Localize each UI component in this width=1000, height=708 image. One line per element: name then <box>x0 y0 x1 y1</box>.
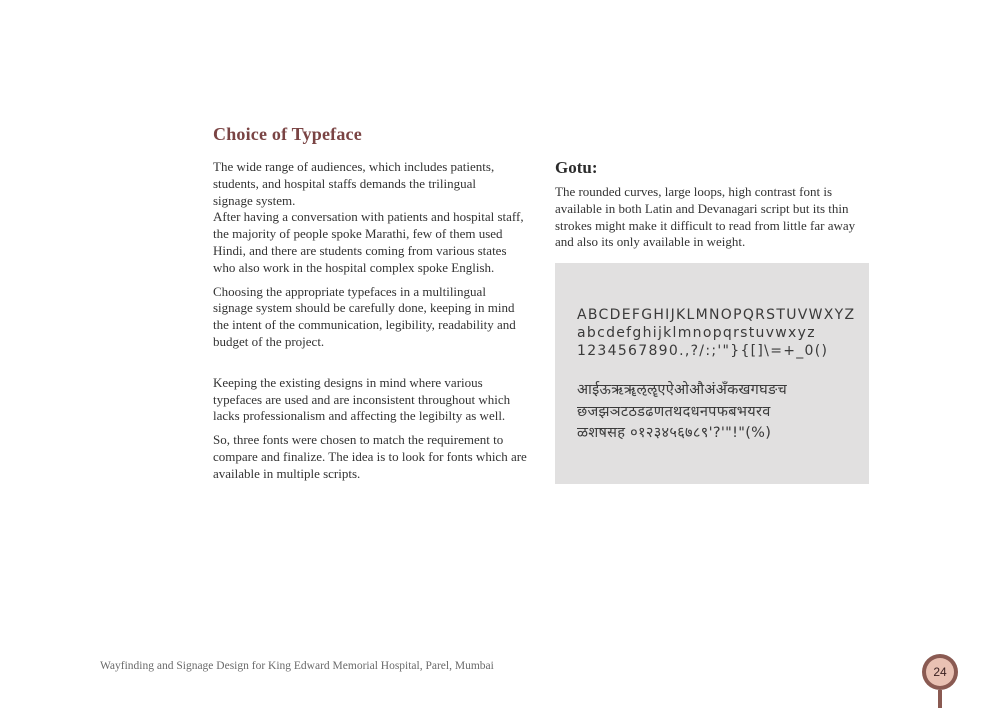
font-specimen-panel <box>555 263 869 484</box>
footer-title: Wayfinding and Signage Design for King Edward Memorial Hospital, Parel, Mumbai <box>100 660 494 672</box>
body-text-column <box>213 159 533 483</box>
paragraph-three-fonts: So, three fonts were chosen to match the requirement to compare and finalize. The idea is to look for fonts which are available in multiple scripts. <box>213 432 527 481</box>
paragraph-audiences: The wide range of audiences, which includes patients, students, and hospital staffs demands the trilingual signage system. After having a conversation with patients and hospital staff, the majority of people spoke Marathi, few of them used Hindi, and there are students coming from various states who also work in the hospital complex spoke English. <box>213 159 524 275</box>
devanagari-specimen: आईऊऋॠऌॡएऐओऔअंअँकखगघङच छजझञटठडढणतथदधनपफबभयरव ळशषसह ०१२३४५६७८९'?'"!"(%) <box>577 382 788 441</box>
font-description-column <box>555 158 870 251</box>
font-description: The rounded curves, large loops, high contrast font is available in both Latin and Devanagari script but its thin strokes might make it difficult to read from little far away and also its only available in weight. <box>555 184 856 250</box>
paragraph-existing-designs: Keeping the existing designs in mind where various typefaces are used and are inconsistent throughout which lacks professionalism and affecting the legibilty as well. <box>213 374 511 424</box>
section-heading: Choice of Typeface <box>213 124 362 144</box>
paragraph-choosing-typefaces: Choosing the appropriate typefaces in a multilingual signage system should be carefully done, keeping in mind the intent of the communication, legibility, readability and budget of the project. <box>213 283 516 349</box>
font-name-heading: Gotu: <box>555 158 598 177</box>
page-badge-stem <box>938 690 942 708</box>
page-number: 24 <box>933 665 947 679</box>
page-number-badge <box>922 654 958 690</box>
latin-specimen: ABCDEFGHIJKLMNOPQRSTUVWXYZ abcdefghijklmnopqrstuvwxyz 1234567890.,?/:;'"}{[]\=+_0() <box>577 307 856 359</box>
